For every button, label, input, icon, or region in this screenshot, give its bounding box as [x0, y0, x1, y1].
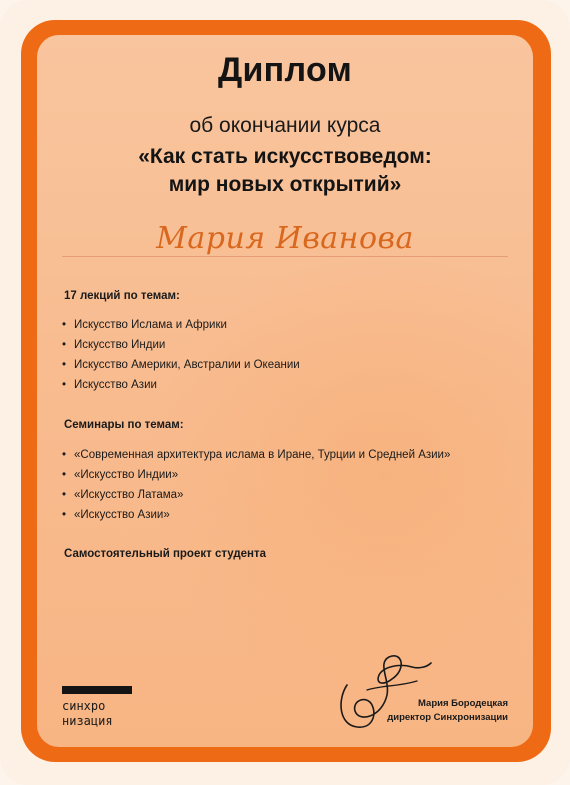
- signer-block: [387, 697, 508, 725]
- project-label: Самостоятельный проект студента: [64, 548, 267, 560]
- lectures-heading: 17 лекций по темам:: [64, 290, 180, 302]
- student-name: Мария Иванова: [156, 221, 414, 256]
- lectures-list: [62, 315, 300, 395]
- list-item: • «Искусство Индии»: [62, 465, 450, 485]
- course-title-line-2: мир новых открытий»: [168, 173, 402, 196]
- diploma-subtitle: об окончании курса: [189, 114, 381, 137]
- divider: [62, 256, 508, 257]
- course-title: [37, 143, 533, 199]
- list-item: • Искусство Ислама и Африки: [62, 315, 300, 335]
- list-item: • Искусство Азии: [62, 375, 300, 395]
- logo: [62, 699, 113, 729]
- logo-line-1: синхро: [62, 699, 106, 713]
- list-item: • «Современная архитектура ислама в Иране, Турции и Средней Азии»: [62, 445, 450, 465]
- diploma-sheet: [37, 35, 533, 747]
- signer-position: директор Синхронизации: [387, 712, 508, 723]
- list-item: • «Искусство Латама»: [62, 485, 450, 505]
- logo-line-2: низация: [62, 714, 113, 728]
- logo-bar: [62, 686, 132, 694]
- signer-name: Мария Бородецкая: [418, 698, 508, 709]
- course-title-line-1: «Как стать искусствоведом:: [138, 145, 432, 168]
- diploma-title: Диплом: [217, 51, 353, 89]
- list-item: • «Искусство Азии»: [62, 505, 450, 525]
- seminars-heading: Семинары по темам:: [64, 419, 184, 431]
- list-item: • Искусство Америки, Австралии и Океании: [62, 355, 300, 375]
- seminars-list: [62, 445, 450, 525]
- list-item: • Искусство Индии: [62, 335, 300, 355]
